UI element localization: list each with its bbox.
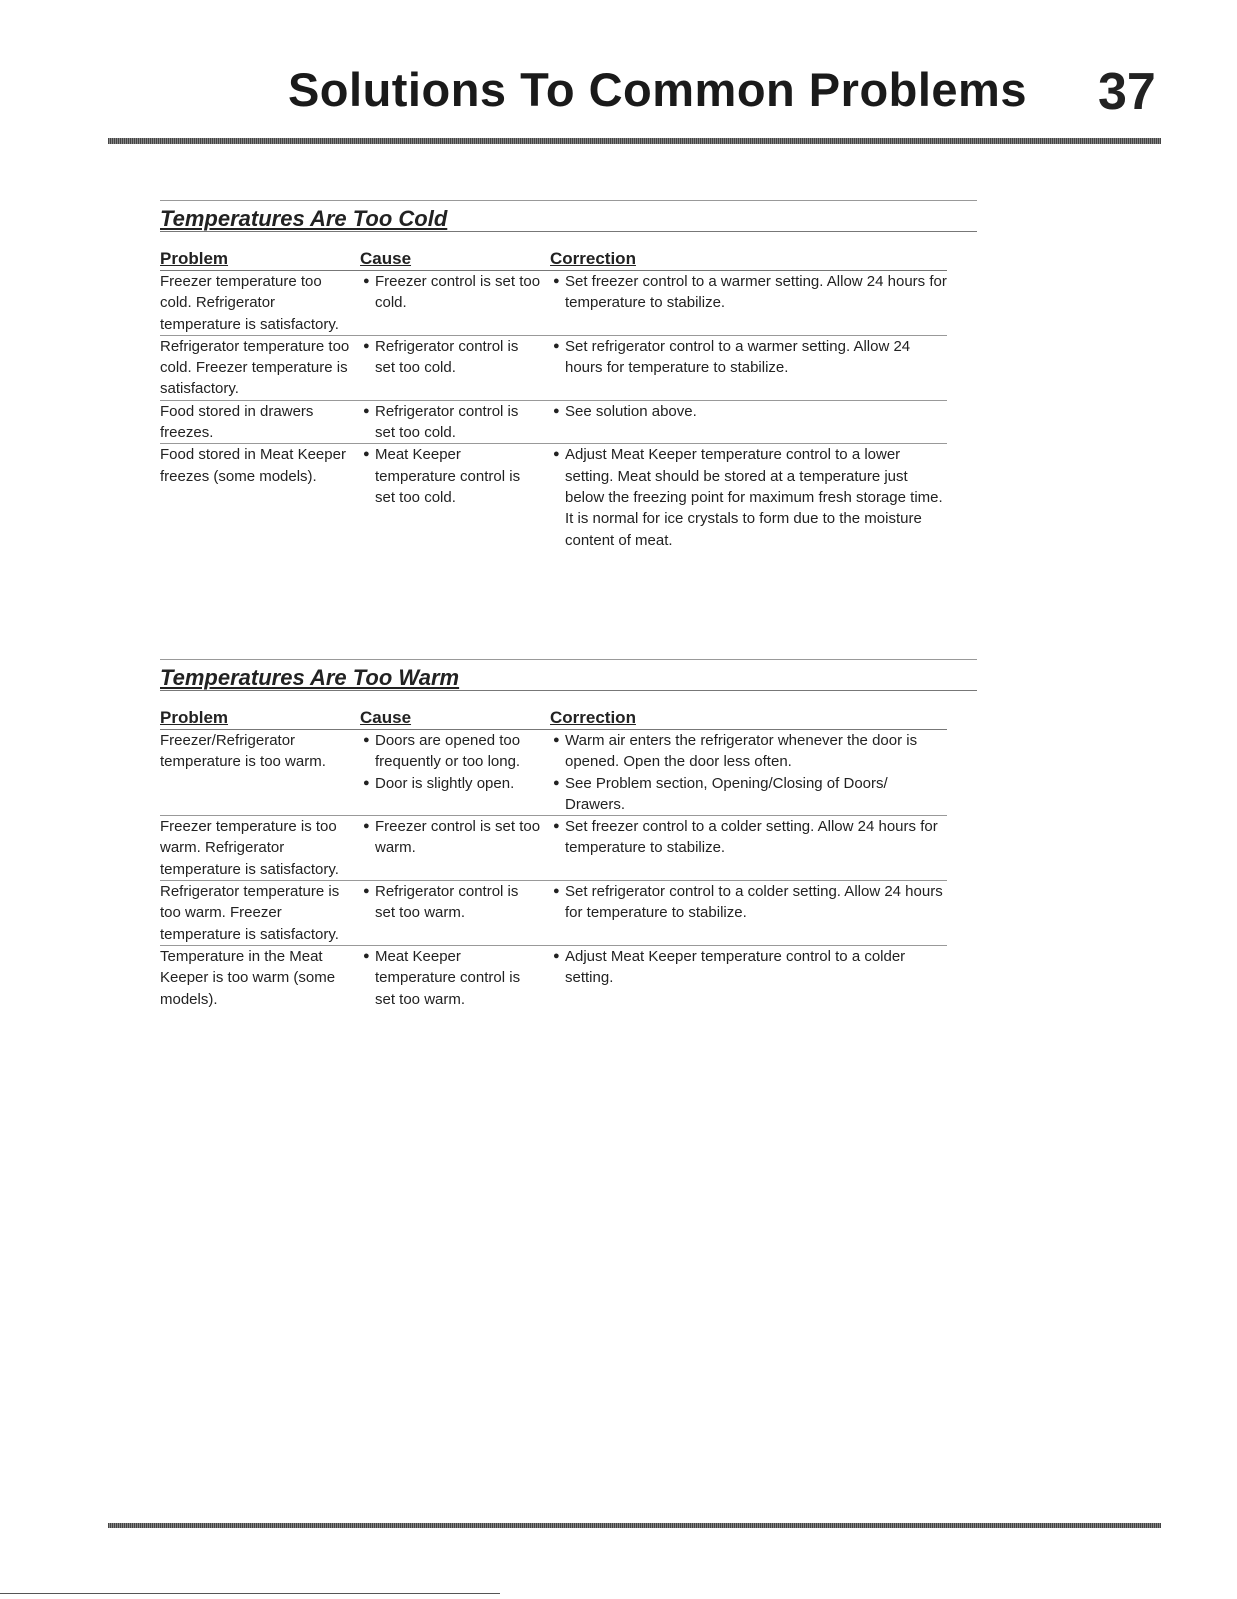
section-title: Temperatures Are Too Cold <box>160 206 448 231</box>
bullet-icon: ● <box>363 885 370 898</box>
bullet-icon: ● <box>553 404 560 417</box>
section-divider <box>160 690 977 691</box>
footer-line <box>0 1593 500 1594</box>
correction-cell: ● Set freezer control to a warmer setting. Allow 24 hours for temperature to stabilize. <box>550 271 947 335</box>
table-row <box>160 444 947 550</box>
bullet-icon: ● <box>553 339 560 352</box>
page-title: Solutions To Common Problems <box>287 63 1027 116</box>
item-pair <box>360 773 947 816</box>
cause-cell: ● Door is slightly open. <box>360 773 550 816</box>
bullet-icon: ● <box>363 949 370 962</box>
header-correction: Correction <box>550 249 636 268</box>
cause-cell: ● Refrigerator control is set too cold. <box>360 401 550 444</box>
section-too-cold <box>160 200 977 551</box>
cause-cell: ● Freezer control is set too warm. <box>360 816 550 880</box>
table-row <box>160 271 947 336</box>
problem-cell: Freezer/Refrigerator temperature is too warm. <box>160 732 326 771</box>
section-title: Temperatures Are Too Warm <box>160 665 460 690</box>
correction-cell: ● Set refrigerator control to a colder setting. Allow 24 hours for temperature to stabilize. <box>550 881 947 945</box>
problem-cell: Food stored in Meat Keeper freezes (some models). <box>160 446 346 485</box>
column-headers <box>160 707 947 730</box>
bullet-icon: ● <box>363 404 370 417</box>
item-group <box>360 730 947 815</box>
bullet-icon: ● <box>553 776 560 789</box>
table-row <box>160 401 947 445</box>
header-problem: Problem <box>160 249 229 268</box>
bullet-icon: ● <box>553 885 560 898</box>
bullet-icon: ● <box>553 448 560 461</box>
header-correction: Correction <box>550 708 636 727</box>
bullet-icon: ● <box>553 820 560 833</box>
header-cause: Cause <box>360 249 412 268</box>
bullet-icon: ● <box>363 776 370 789</box>
header-cause: Cause <box>360 708 412 727</box>
problem-cell: Freezer temperature too cold. Refrigerator temperature is satisfactory. <box>160 273 339 333</box>
bullet-icon: ● <box>363 275 370 287</box>
footer-rule <box>108 1523 1161 1528</box>
page-number: 37 <box>1098 63 1156 121</box>
table-row <box>160 730 947 816</box>
correction-cell: ● Adjust Meat Keeper temperature control to a lower setting. Meat should be stored at a temperature just below the freezing point for maximum fresh storage time. It is normal for ice crystals to form due to the moisture content of meat. <box>550 444 947 550</box>
header-problem: Problem <box>160 708 229 727</box>
column-headers <box>160 248 947 271</box>
problem-cell: Refrigerator temperature too cold. Freezer temperature is satisfactory. <box>160 337 350 398</box>
cause-cell: ● Freezer control is set too cold. <box>360 271 550 335</box>
table-row <box>160 336 947 401</box>
cause-cell: ● Meat Keeper temperature control is set too cold. <box>360 444 550 550</box>
cause-cell: ● Refrigerator control is set too cold. <box>360 336 550 400</box>
bullet-icon: ● <box>363 448 370 461</box>
bullet-icon: ● <box>553 949 560 962</box>
correction-cell: ● See solution above. <box>550 401 947 444</box>
cause-cell: ● Meat Keeper temperature control is set too warm. <box>360 946 550 1010</box>
correction-cell: ● Warm air enters the refrigerator whenever the door is opened. Open the door less often. <box>550 730 947 773</box>
problem-cell: Freezer temperature is too warm. Refrigerator temperature is satisfactory. <box>160 818 339 878</box>
bullet-icon: ● <box>553 734 560 746</box>
cause-cell: ● Refrigerator control is set too warm. <box>360 881 550 945</box>
item-pair <box>360 730 947 773</box>
problem-cell: Food stored in drawers freezes. <box>160 402 314 442</box>
bullet-icon: ● <box>363 339 370 352</box>
correction-cell: ● Adjust Meat Keeper temperature control to a colder setting. <box>550 946 947 1010</box>
section-too-warm <box>160 659 977 1010</box>
correction-cell: ● Set refrigerator control to a warmer setting. Allow 24 hours for temperature to stabilize. <box>550 336 947 400</box>
header-rule <box>108 138 1161 144</box>
problem-cell: Refrigerator temperature is too warm. Freezer temperature is satisfactory. <box>160 883 340 943</box>
bullet-icon: ● <box>553 275 560 287</box>
section-divider <box>160 231 977 232</box>
correction-cell: ● See Problem section, Opening/Closing of Doors/ Drawers. <box>550 773 947 816</box>
table-row <box>160 881 947 946</box>
bullet-icon: ● <box>363 820 370 833</box>
table-row <box>160 946 947 1010</box>
bullet-icon: ● <box>363 734 370 746</box>
cause-cell: ● Doors are opened too frequently or too long. <box>360 730 550 773</box>
problem-cell: Temperature in the Meat Keeper is too warm (some models). <box>160 947 336 1008</box>
table-row <box>160 816 947 881</box>
correction-cell: ● Set freezer control to a colder setting. Allow 24 hours for temperature to stabilize. <box>550 816 947 880</box>
